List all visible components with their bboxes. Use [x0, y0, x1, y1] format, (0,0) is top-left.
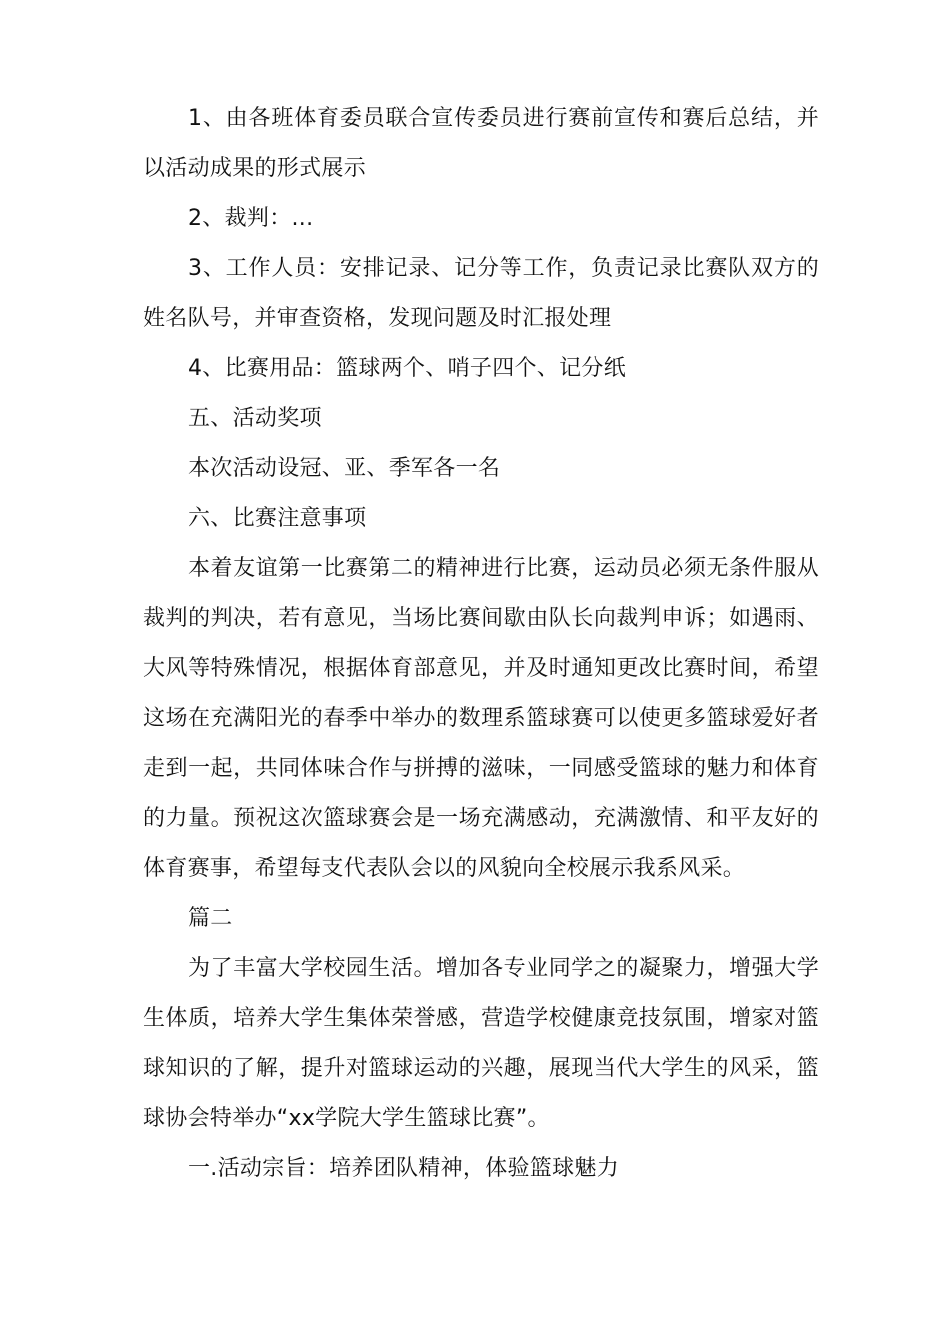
- section-heading-notes: 六、比赛注意事项: [188, 506, 367, 531]
- paragraph-awards: 本次活动设冠、亚、季军各一名: [188, 456, 501, 481]
- paragraph-notes: 本着友谊第一比赛第二的精神进行比赛，运动员必须无条件服从裁判的判决，若有意见，当场比赛间歇由队长向裁判申诉；如遇雨、大风等特殊情况，根据体育部意见，并及时通知更改比赛时间，希望这场在充满阳光的春季中举办的数理系篮球赛可以使更多篮球爱好者走到一起，共同体味合作与拼搏的滋味，一同感受篮球的魅力和体育的力量。预祝这次篮球赛会是一场充满感动，充满激情、和平友好的体育赛事，希望每支代表队会以的风貌向全校展示我系风采。: [143, 556, 819, 881]
- paragraph-item-3-staff: 3、工作人员：安排记录、记分等工作，负责记录比赛队双方的姓名队号，并审查资格，发现问题及时汇报处理: [143, 256, 819, 331]
- section-heading-part-two: 篇二: [188, 906, 233, 931]
- paragraph-item-4-equipment: 4、比赛用品：篮球两个、哨子四个、记分纸: [188, 356, 626, 381]
- paragraph-intro: 为了丰富大学校园生活。增加各专业同学之的凝聚力，增强大学生体质，培养大学生集体荣誉感，营造学校健康竞技氛围，增家对篮球知识的了解，提升对篮球运动的兴趣，展现当代大学生的风采，篮球协会特举办“xx学院大学生篮球比赛”。: [143, 956, 819, 1131]
- paragraph-purpose: 一.活动宗旨：培养团队精神，体验篮球魅力: [188, 1156, 619, 1181]
- paragraph-item-1-publicity: 1、由各班体育委员联合宣传委员进行赛前宣传和赛后总结，并以活动成果的形式展示: [143, 106, 819, 181]
- section-heading-awards: 五、活动奖项: [188, 406, 322, 431]
- paragraph-item-2-referee: 2、裁判：...: [188, 206, 314, 231]
- document-body: [143, 94, 819, 1194]
